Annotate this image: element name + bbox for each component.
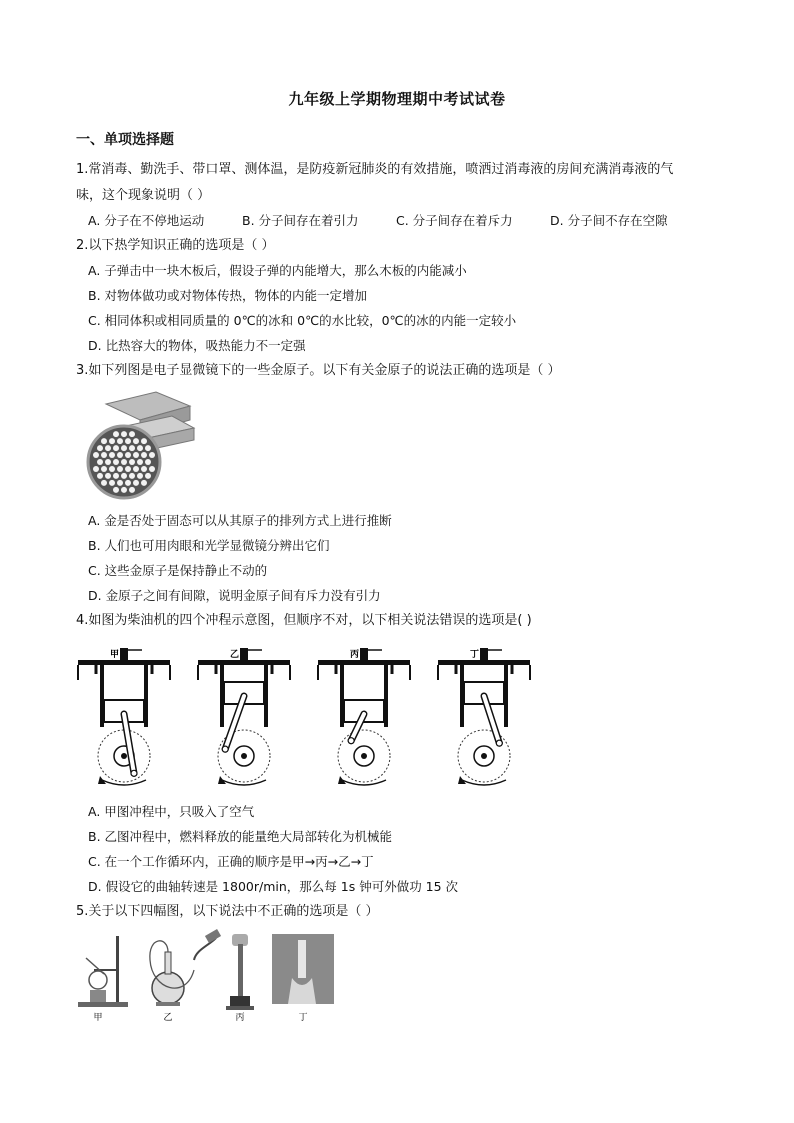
- atom-dot: [117, 480, 123, 486]
- q5-label-bing: 丙: [235, 1013, 245, 1023]
- engine-diagram: [76, 638, 172, 790]
- atom-dot: [125, 438, 131, 444]
- q3-option-d: D. 金原子之间有间隙，说明金原子间有斥力没有引力: [88, 588, 381, 603]
- atom-dot: [109, 480, 115, 486]
- q2-option-b: B. 对物体做功或对物体传热，物体的内能一定增加: [88, 288, 368, 303]
- gold-atoms-figure: [86, 390, 196, 502]
- q2-option-c: C. 相同体积或相同质量的 0℃的冰和 0℃的水比较，0℃的冰的内能一定较小: [88, 313, 517, 328]
- atom-dot: [125, 480, 131, 486]
- atom-dot: [133, 452, 139, 458]
- q5-figures: [76, 930, 338, 1022]
- atom-dot: [105, 445, 111, 451]
- atom-dot: [125, 466, 131, 472]
- injector: [120, 648, 128, 662]
- engine-diagram: [196, 638, 292, 790]
- atom-dot: [141, 466, 147, 472]
- atom-dot: [105, 459, 111, 465]
- q5-label-yi: 乙: [163, 1013, 173, 1023]
- atom-dot: [97, 445, 103, 451]
- atom-dot: [101, 466, 107, 472]
- engine-label: 丙: [350, 650, 360, 660]
- engine-diagram: [316, 638, 412, 790]
- atom-dot: [149, 452, 155, 458]
- engine-label: 丁: [470, 650, 480, 660]
- atom-dot: [121, 445, 127, 451]
- atom-dot: [97, 459, 103, 465]
- q4-option-b: B. 乙图冲程中，燃料释放的能量绝大局部转化为机械能: [88, 829, 393, 844]
- atom-dot: [121, 459, 127, 465]
- atom-dot: [93, 466, 99, 472]
- atom-dot: [129, 445, 135, 451]
- atom-dot: [101, 438, 107, 444]
- atom-dot: [113, 445, 119, 451]
- page-title: 九年级上学期物理期中考试试卷: [288, 90, 506, 108]
- atom-dot: [97, 473, 103, 479]
- atom-dot: [141, 438, 147, 444]
- q3-option-c: C. 这些金原子是保持静止不动的: [88, 563, 268, 578]
- atom-dot: [129, 487, 135, 493]
- section-title: 一、单项选择题: [76, 132, 174, 148]
- atom-dot: [117, 452, 123, 458]
- q4-option-a: A. 甲图冲程中，只吸入了空气: [88, 804, 255, 819]
- figure-bing: [194, 929, 254, 1010]
- atom-dot: [121, 487, 127, 493]
- q1-option-b: B. 分子间存在着引力: [242, 213, 359, 228]
- q1-option-a: A. 分子在不停地运动: [88, 213, 205, 228]
- atom-dot: [137, 445, 143, 451]
- q5-label-ding: 丁: [298, 1013, 308, 1023]
- atom-dot: [113, 431, 119, 437]
- q3-option-b: B. 人们也可用肉眼和光学显微镜分辨出它们: [88, 538, 330, 553]
- q2-option-a: A. 子弹击中一块木板后，假设子弹的内能增大，那么木板的内能减小: [88, 263, 467, 278]
- injector: [480, 648, 488, 662]
- engine-diagram: [436, 638, 532, 790]
- atom-dot: [109, 466, 115, 472]
- atom-dot: [141, 480, 147, 486]
- atom-dot: [133, 480, 139, 486]
- atom-dot: [117, 438, 123, 444]
- atom-dot: [121, 473, 127, 479]
- atom-dot: [109, 452, 115, 458]
- injector: [240, 648, 248, 662]
- atom-dot: [109, 438, 115, 444]
- engine-label: 乙: [230, 650, 240, 660]
- atom-dot: [137, 473, 143, 479]
- atom-dot: [141, 452, 147, 458]
- q4-option-c: C. 在一个工作循环内，正确的顺序是甲→丙→乙→丁: [88, 854, 374, 869]
- q5-stem: 5.关于以下四幅图，以下说法中不正确的选项是（ ）: [76, 904, 379, 919]
- figure-jia: [78, 936, 128, 1007]
- q4-stem: 4.如图为柴油机的四个冲程示意图，但顺序不对，以下相关说法错误的选项是( ): [76, 613, 532, 628]
- q5-label-jia: 甲: [93, 1013, 103, 1023]
- atom-dot: [145, 473, 151, 479]
- q1-option-c: C. 分子间存在着斥力: [396, 213, 513, 228]
- figure-ding: [272, 934, 334, 1004]
- atom-dot: [113, 459, 119, 465]
- atom-dot: [117, 466, 123, 472]
- atom-dot: [125, 452, 131, 458]
- atom-dot: [101, 452, 107, 458]
- engine-label: 甲: [110, 650, 120, 660]
- q3-option-a: A. 金是否处于固态可以从其原子的排列方式上进行推断: [88, 513, 392, 528]
- atom-dot: [137, 459, 143, 465]
- atom-dot: [105, 473, 111, 479]
- q3-stem: 3.如下列图是电子显微镜下的一些金原子。以下有关金原子的说法正确的选项是（ ）: [76, 363, 561, 378]
- q1-stem-line2: 味，这个现象说明（ ）: [76, 188, 211, 203]
- atom-dot: [113, 487, 119, 493]
- atom-dot: [129, 431, 135, 437]
- q2-option-d: D. 比热容大的物体，吸热能力不一定强: [88, 338, 306, 353]
- atom-dot: [101, 480, 107, 486]
- q1-option-d: D. 分子间不存在空隙: [550, 213, 668, 228]
- atom-dot: [145, 459, 151, 465]
- atom-dot: [133, 438, 139, 444]
- atom-dot: [129, 459, 135, 465]
- q1-stem-line1: 1.常消毒、勤洗手、带口罩、测体温，是防疫新冠肺炎的有效措施，喷洒过消毒液的房间充满消毒液的气: [76, 162, 674, 177]
- injector: [360, 648, 368, 662]
- figure-yi: [150, 941, 194, 1006]
- atom-dot: [129, 473, 135, 479]
- atom-dot: [93, 452, 99, 458]
- q4-option-d: D. 假设它的曲轴转速是 1800r/min，那么每 1s 钟可外做功 15 次: [88, 879, 459, 894]
- q2-stem: 2.以下热学知识正确的选项是（ ）: [76, 238, 275, 253]
- atom-dot: [145, 445, 151, 451]
- atom-dot: [149, 466, 155, 472]
- atom-dot: [113, 473, 119, 479]
- atom-dot: [133, 466, 139, 472]
- atom-dot: [121, 431, 127, 437]
